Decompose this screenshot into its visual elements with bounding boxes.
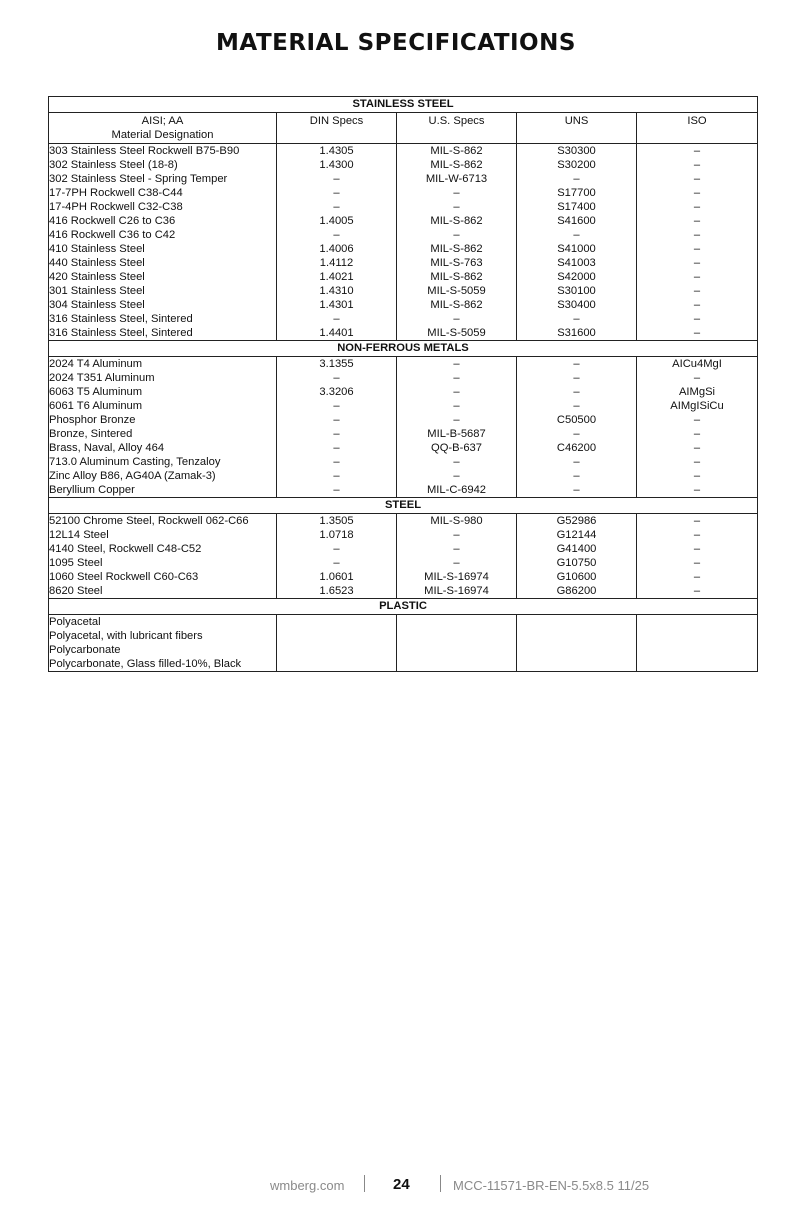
spec-value: MIL-S-862 [430, 215, 483, 227]
section-data-row [49, 357, 758, 498]
spec-value: – [573, 229, 580, 241]
spec-value: MIL-S-5059 [427, 285, 486, 297]
material-name: 713.0 Aluminum Casting, Tenzaloy [49, 456, 221, 468]
material-name: Polycarbonate, Glass filled-10%, Black [49, 658, 242, 670]
spec-value: – [333, 187, 340, 199]
spec-value [637, 643, 757, 657]
section-header-row [49, 97, 758, 113]
spec-value: – [333, 442, 340, 454]
spec-value: – [333, 543, 340, 555]
spec-value: – [333, 400, 340, 412]
column-header [517, 113, 637, 144]
column-header-line: ISO [687, 115, 707, 127]
footer-divider [440, 1175, 441, 1192]
spec-value: – [693, 201, 701, 213]
spec-value: – [333, 470, 340, 482]
spec-value: 1.0601 [319, 571, 354, 583]
spec-values [277, 514, 397, 599]
material-names [49, 615, 277, 672]
spec-value: G41400 [556, 543, 597, 555]
spec-value: – [693, 585, 701, 597]
material-name: 304 Stainless Steel [49, 299, 145, 311]
spec-value: – [333, 313, 340, 325]
spec-value [277, 657, 396, 671]
spec-value: – [573, 428, 580, 440]
section-title: NON-FERROUS METALS [49, 341, 758, 357]
spec-value: – [693, 271, 701, 283]
spec-value: MIL-S-862 [430, 159, 483, 171]
table-head [49, 97, 758, 144]
spec-value: S30400 [557, 299, 596, 311]
column-header [637, 113, 758, 144]
spec-value: MIL-S-16974 [424, 585, 489, 597]
section-data-row [49, 144, 758, 341]
spec-value: – [573, 372, 580, 384]
material-name: 410 Stainless Steel [49, 243, 145, 255]
spec-value [517, 657, 636, 671]
spec-value: MIL-S-16974 [424, 571, 489, 583]
column-header-line: U.S. Specs [428, 115, 485, 127]
material-name: Polyacetal [49, 616, 101, 628]
footer-website: wmberg.com [270, 1178, 345, 1193]
spec-value: AIMgISiCu [670, 400, 724, 412]
spec-value: – [453, 456, 460, 468]
column-header [277, 113, 397, 144]
spec-value: – [573, 400, 580, 412]
page-number: 24 [393, 1176, 410, 1193]
spec-value: MIL-C-6942 [426, 484, 487, 496]
spec-value: 1.4310 [319, 285, 354, 297]
material-name: 52100 Chrome Steel, Rockwell 062-C66 [49, 515, 249, 527]
spec-value: – [693, 442, 701, 454]
material-name: 2024 T351 Aluminum [49, 372, 155, 384]
spec-value: – [693, 543, 701, 555]
page-footer [0, 1175, 792, 1197]
spec-value: 1.4401 [319, 327, 354, 339]
spec-value [517, 615, 636, 629]
spec-value: – [453, 543, 460, 555]
spec-values [637, 144, 758, 341]
spec-value: G10600 [556, 571, 597, 583]
spec-value: 1.3505 [319, 515, 354, 527]
spec-value: S42000 [557, 271, 596, 283]
spec-value: – [693, 215, 701, 227]
section-header-row [49, 498, 758, 514]
material-name: 416 Rockwell C36 to C42 [49, 229, 176, 241]
spec-value [397, 657, 516, 671]
spec-value: – [573, 173, 580, 185]
spec-value [637, 615, 757, 629]
material-name: Beryllium Copper [49, 484, 135, 496]
spec-value: – [453, 313, 460, 325]
spec-value: G10750 [556, 557, 597, 569]
spec-value [637, 657, 757, 671]
column-header-line: UNS [564, 115, 589, 127]
material-name: 302 Stainless Steel - Spring Temper [49, 173, 228, 185]
spec-value [277, 629, 396, 643]
spec-value: QQ-B-637 [431, 442, 482, 454]
material-spec-table [48, 96, 758, 672]
spec-value: – [573, 358, 580, 370]
spec-value [397, 629, 516, 643]
spec-value: – [453, 557, 460, 569]
spec-values [517, 615, 637, 672]
spec-value: 1.6523 [319, 585, 354, 597]
section-data-row [49, 615, 758, 672]
spec-value: – [693, 159, 701, 171]
section-header-row [49, 341, 758, 357]
spec-value: S30200 [557, 159, 596, 171]
spec-values [277, 615, 397, 672]
spec-value: – [333, 428, 340, 440]
material-name: 1060 Steel Rockwell C60-C63 [49, 571, 199, 583]
material-name: 2024 T4 Aluminum [49, 358, 143, 370]
material-name: 416 Rockwell C26 to C36 [49, 215, 176, 227]
section-header-row [49, 599, 758, 615]
material-name: 301 Stainless Steel [49, 285, 145, 297]
column-header-line: AISI; AA [141, 115, 184, 127]
spec-value: G86200 [556, 585, 597, 597]
spec-value: G12144 [556, 529, 597, 541]
spec-value: MIL-S-862 [430, 271, 483, 283]
material-name: 17-4PH Rockwell C32-C38 [49, 201, 183, 213]
spec-values [637, 357, 758, 498]
spec-value: – [333, 229, 340, 241]
spec-value: – [573, 313, 580, 325]
spec-value [637, 629, 757, 643]
spec-value: MIL-S-763 [430, 257, 483, 269]
spec-values [397, 144, 517, 341]
material-name: 6063 T5 Aluminum [49, 386, 143, 398]
spec-value: – [453, 386, 460, 398]
material-names [49, 144, 277, 341]
spec-value: S31600 [557, 327, 596, 339]
spec-value: S41600 [557, 215, 596, 227]
material-name: 440 Stainless Steel [49, 257, 145, 269]
section-data-row [49, 514, 758, 599]
spec-value: 1.4006 [319, 243, 354, 255]
spec-value: S41000 [557, 243, 596, 255]
spec-value: – [333, 557, 340, 569]
spec-value: S30300 [557, 145, 596, 157]
material-name: Bronze, Sintered [49, 428, 133, 440]
spec-value: – [573, 470, 580, 482]
spec-value: 3.1355 [319, 358, 354, 370]
spec-value: 1.4021 [319, 271, 354, 283]
column-header-line: Material Designation [111, 129, 214, 141]
spec-value: – [333, 372, 340, 384]
spec-value: 1.4005 [319, 215, 354, 227]
material-name: 1095 Steel [49, 557, 103, 569]
material-name: 303 Stainless Steel Rockwell B75-B90 [49, 145, 240, 157]
spec-value [277, 615, 396, 629]
spec-values [397, 357, 517, 498]
column-header [397, 113, 517, 144]
spec-value: – [333, 201, 340, 213]
spec-value: C50500 [556, 414, 597, 426]
spec-value: – [693, 299, 701, 311]
page-title: MATERIAL SPECIFICATIONS [216, 30, 576, 56]
spec-value: – [333, 456, 340, 468]
spec-value: – [693, 327, 701, 339]
spec-value: 1.4112 [319, 257, 354, 269]
spec-value: MIL-S-862 [430, 145, 483, 157]
spec-value: S30100 [557, 285, 596, 297]
column-header-row [49, 113, 758, 144]
spec-value: MIL-B-5687 [427, 428, 486, 440]
spec-value: – [453, 400, 460, 412]
material-name: 316 Stainless Steel, Sintered [49, 327, 193, 339]
spec-value [517, 643, 636, 657]
spec-value: MIL-S-5059 [427, 327, 486, 339]
spec-value [397, 643, 516, 657]
material-name: Zinc Alloy B86, AG40A (Zamak-3) [49, 470, 216, 482]
spec-value [517, 629, 636, 643]
spec-values [397, 514, 517, 599]
spec-value: – [453, 529, 460, 541]
spec-values [397, 615, 517, 672]
spec-value: – [693, 557, 701, 569]
material-names [49, 514, 277, 599]
footer-divider [364, 1175, 365, 1192]
spec-values [517, 357, 637, 498]
spec-value: – [333, 173, 340, 185]
spec-value: – [333, 484, 340, 496]
section-title: STEEL [49, 498, 758, 514]
spec-value: – [693, 173, 701, 185]
spec-value: – [693, 187, 701, 199]
spec-value: – [453, 201, 460, 213]
spec-value: 3.3206 [319, 386, 354, 398]
spec-value [277, 643, 396, 657]
spec-values [517, 514, 637, 599]
section-title: STAINLESS STEEL [49, 97, 758, 113]
spec-value: – [573, 484, 580, 496]
material-name: Brass, Naval, Alloy 464 [49, 442, 165, 454]
material-name: 316 Stainless Steel, Sintered [49, 313, 193, 325]
spec-value: – [453, 372, 460, 384]
spec-value: – [693, 529, 701, 541]
spec-value: – [693, 456, 701, 468]
spec-value: – [693, 428, 701, 440]
spec-value: – [693, 243, 701, 255]
spec-value: – [693, 571, 701, 583]
spec-value: – [453, 470, 460, 482]
spec-value: MIL-S-862 [430, 243, 483, 255]
spec-value: S41003 [557, 257, 596, 269]
spec-value: 1.4300 [319, 159, 354, 171]
spec-value: C46200 [556, 442, 597, 454]
spec-value: – [693, 313, 701, 325]
spec-values [637, 514, 758, 599]
spec-value: – [573, 456, 580, 468]
spec-value: – [573, 386, 580, 398]
spec-value: – [453, 229, 460, 241]
spec-value: – [693, 229, 701, 241]
material-name: Polycarbonate [49, 644, 121, 656]
spec-value: – [453, 414, 460, 426]
material-name: Polyacetal, with lubricant fibers [49, 630, 203, 642]
spec-value: – [693, 484, 701, 496]
table-body [49, 144, 758, 672]
material-names [49, 357, 277, 498]
spec-value: – [693, 414, 701, 426]
material-name: 8620 Steel [49, 585, 103, 597]
spec-value: S17700 [557, 187, 596, 199]
spec-value: MIL-S-862 [430, 299, 483, 311]
spec-value: 1.0718 [319, 529, 354, 541]
spec-value: AICu4MgI [672, 358, 722, 370]
spec-value: – [453, 358, 460, 370]
spec-value: – [693, 470, 701, 482]
spec-value: – [453, 187, 460, 199]
material-name: 302 Stainless Steel (18-8) [49, 159, 178, 171]
spec-value: – [693, 515, 701, 527]
spec-value: – [693, 372, 701, 384]
spec-value: S17400 [557, 201, 596, 213]
spec-value: MIL-S-980 [430, 515, 483, 527]
spec-value: – [693, 285, 701, 297]
spec-value [397, 615, 516, 629]
spec-values [277, 144, 397, 341]
document-code: MCC-11571-BR-EN-5.5x8.5 11/25 [453, 1178, 650, 1193]
spec-value: G52986 [556, 515, 597, 527]
material-name: Phosphor Bronze [49, 414, 136, 426]
material-name: 6061 T6 Aluminum [49, 400, 143, 412]
spec-value: – [693, 257, 701, 269]
material-name: 12L14 Steel [49, 529, 109, 541]
spec-value: 1.4301 [319, 299, 354, 311]
spec-values [517, 144, 637, 341]
material-name: 420 Stainless Steel [49, 271, 145, 283]
spec-values [637, 615, 758, 672]
spec-value: MIL-W-6713 [425, 173, 488, 185]
section-title: PLASTIC [49, 599, 758, 615]
spec-value: – [333, 414, 340, 426]
spec-value: AIMgSi [678, 386, 716, 398]
spec-values [277, 357, 397, 498]
column-header-line: DIN Specs [309, 115, 364, 127]
material-name: 17-7PH Rockwell C38-C44 [49, 187, 183, 199]
spec-value: – [693, 145, 701, 157]
column-header [49, 113, 277, 144]
material-name: 4140 Steel, Rockwell C48-C52 [49, 543, 202, 555]
spec-value: 1.4305 [319, 145, 354, 157]
